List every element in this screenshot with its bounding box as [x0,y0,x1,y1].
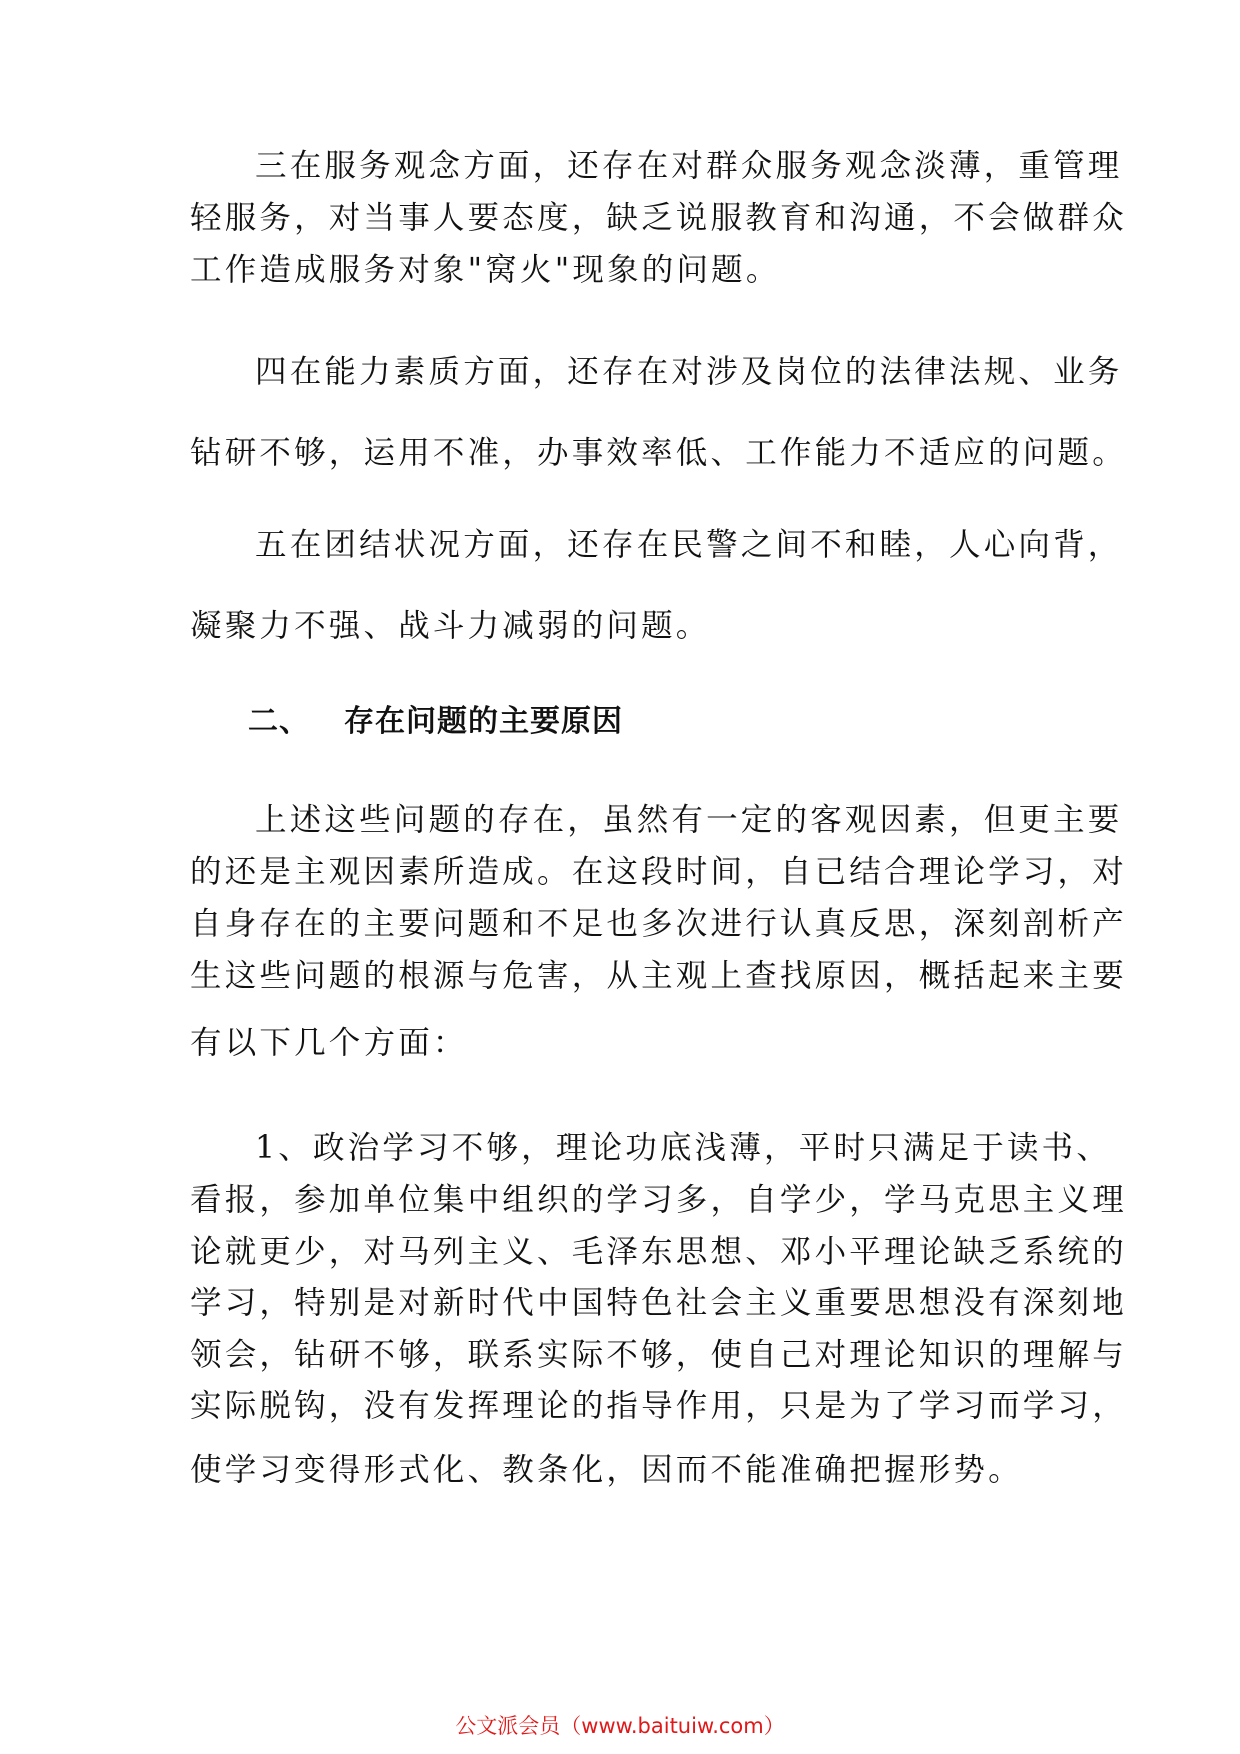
text-line: 使学习变得形式化、教条化，因而不能准确把握形势。 [190,1452,1023,1488]
text-line: 生这些问题的根源与危害，从主观上查找原因，概括起来主要 [190,958,1127,994]
text-line: 自身存在的主要问题和不足也多次进行认真反思，深刻剖析产 [190,906,1127,942]
text-line: 1、政治学习不够，理论功底浅薄，平时只满足于读书、 [255,1130,1112,1166]
text-line: 钻研不够，运用不准，办事效率低、工作能力不适应的问题。 [190,435,1127,471]
text-line: 工作造成服务对象"窝火"现象的问题。 [190,252,781,288]
section-title: 存在问题的主要原因 [344,704,623,739]
section-heading [248,702,623,742]
text-line: 看报，参加单位集中组织的学习多，自学少，学马克思主义理 [190,1182,1127,1218]
text-line: 有以下几个方面： [190,1025,468,1061]
section-number: 二、 [248,704,310,739]
text-line: 凝聚力不强、战斗力减弱的问题。 [190,608,711,644]
footer-site-link[interactable]: 公文派会员（www.baituiw.com） [455,1714,785,1738]
text-line: 轻服务，对当事人要态度，缺乏说服教育和沟通，不会做群众 [190,200,1127,236]
text-line: 实际脱钩，没有发挥理论的指导作用，只是为了学习而学习， [190,1388,1127,1424]
text-line: 学习，特别是对新时代中国特色社会主义重要思想没有深刻地 [190,1285,1127,1321]
text-line: 四在能力素质方面，还存在对涉及岗位的法律法规、业务 [255,354,1123,390]
text-line: 五在团结状况方面，还存在民警之间不和睦，人心向背， [255,527,1123,563]
text-line: 上述这些问题的存在，虽然有一定的客观因素，但更主要 [255,802,1123,838]
text-line: 的还是主观因素所造成。在这段时间，自已结合理论学习，对 [190,854,1127,890]
text-line: 论就更少，对马列主义、毛泽东思想、邓小平理论缺乏系统的 [190,1234,1127,1270]
text-line: 三在服务观念方面，还存在对群众服务观念淡薄，重管理 [255,148,1123,184]
text-line: 领会，钻研不够，联系实际不够，使自己对理论知识的理解与 [190,1337,1127,1373]
